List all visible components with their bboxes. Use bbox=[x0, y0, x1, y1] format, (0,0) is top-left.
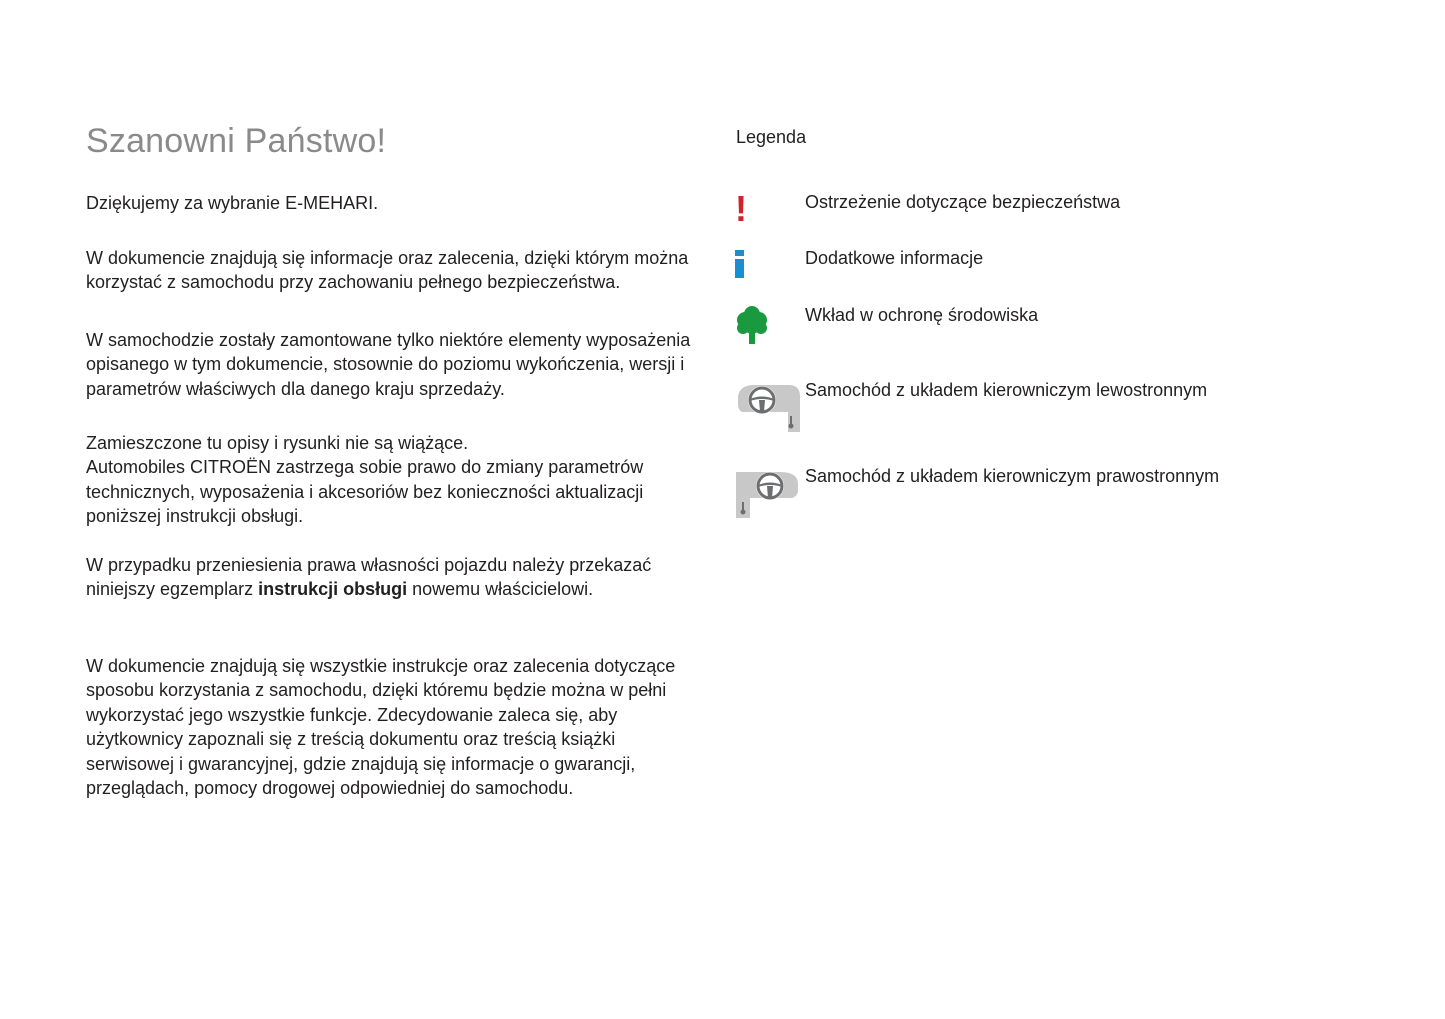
legend-label-additional-info: Dodatkowe informacje bbox=[805, 248, 984, 268]
left-hand-drive-icon bbox=[736, 380, 802, 432]
paragraph-disclaimer bbox=[86, 431, 696, 529]
intro-text: Dziękujemy za wybranie E-MEHARI. bbox=[86, 193, 379, 213]
paragraph-instructions: W dokumencie znajdują się wszystkie instrukcje oraz zalecenia dotyczące sposobu korzystania z samochodu, dzięki któremu będzie można w pełni wykorzystać jego wszystkie funkcje. Zdecydowanie zaleca się, aby użytkownicy zapoznali się z treścią dokumentu oraz treścią książki serwisowej i gwarancyjnej, gdzie znajdują się informacje o gwarancji, przeglądach, pomocy drogowej odpowiedniej do samochodu. bbox=[86, 656, 676, 799]
page-title: Szanowni Państwo! bbox=[86, 122, 387, 160]
ownership-text-end: nowemu właścicielowi. bbox=[407, 579, 594, 600]
ownership-text-bold: instrukcji obsługi bbox=[258, 579, 408, 600]
tree-icon bbox=[735, 306, 769, 346]
ownership-text-start: W przypadku przeniesienia prawa własności pojazdu należy przekazać niniejszy egzemplarz bbox=[86, 555, 652, 600]
paragraph-equipment: W samochodzie zostały zamontowane tylko niektóre elementy wyposażenia opisanego w tym dokumencie, stosownie do poziomu wykończenia, wersji i parametrów właściwych dla danego kraju sprzedaży. bbox=[86, 330, 691, 399]
right-hand-drive-icon bbox=[736, 466, 802, 518]
legend-label-safety-warning: Ostrzeżenie dotyczące bezpieczeństwa bbox=[805, 192, 1121, 212]
paragraph-ownership-transfer bbox=[86, 553, 696, 602]
info-icon bbox=[734, 250, 746, 278]
legend-label-right-hand-drive: Samochód z układem kierowniczym prawostronnym bbox=[805, 466, 1220, 486]
paragraph-safety-info: W dokumencie znajdują się informacje oraz zalecenia, dzięki którym można korzystać z samochodu przy zachowaniu pełnego bezpieczeństwa. bbox=[86, 248, 689, 293]
legend-label-left-hand-drive: Samochód z układem kierowniczym lewostronnym bbox=[805, 380, 1208, 400]
disclaimer-line-1: Zamieszczone tu opisy i rysunki nie są wiążące. bbox=[86, 433, 469, 453]
disclaimer-line-2: Automobiles CITROËN zastrzega sobie prawo do zmiany parametrów technicznych, wyposażenia i akcesoriów bez konieczności aktualizacji poniższej instrukcji obsługi. bbox=[86, 457, 644, 527]
legend-title: Legenda bbox=[736, 127, 807, 147]
legend-label-environment: Wkład w ochronę środowiska bbox=[805, 305, 1039, 325]
exclamation-icon: ! bbox=[735, 188, 747, 229]
